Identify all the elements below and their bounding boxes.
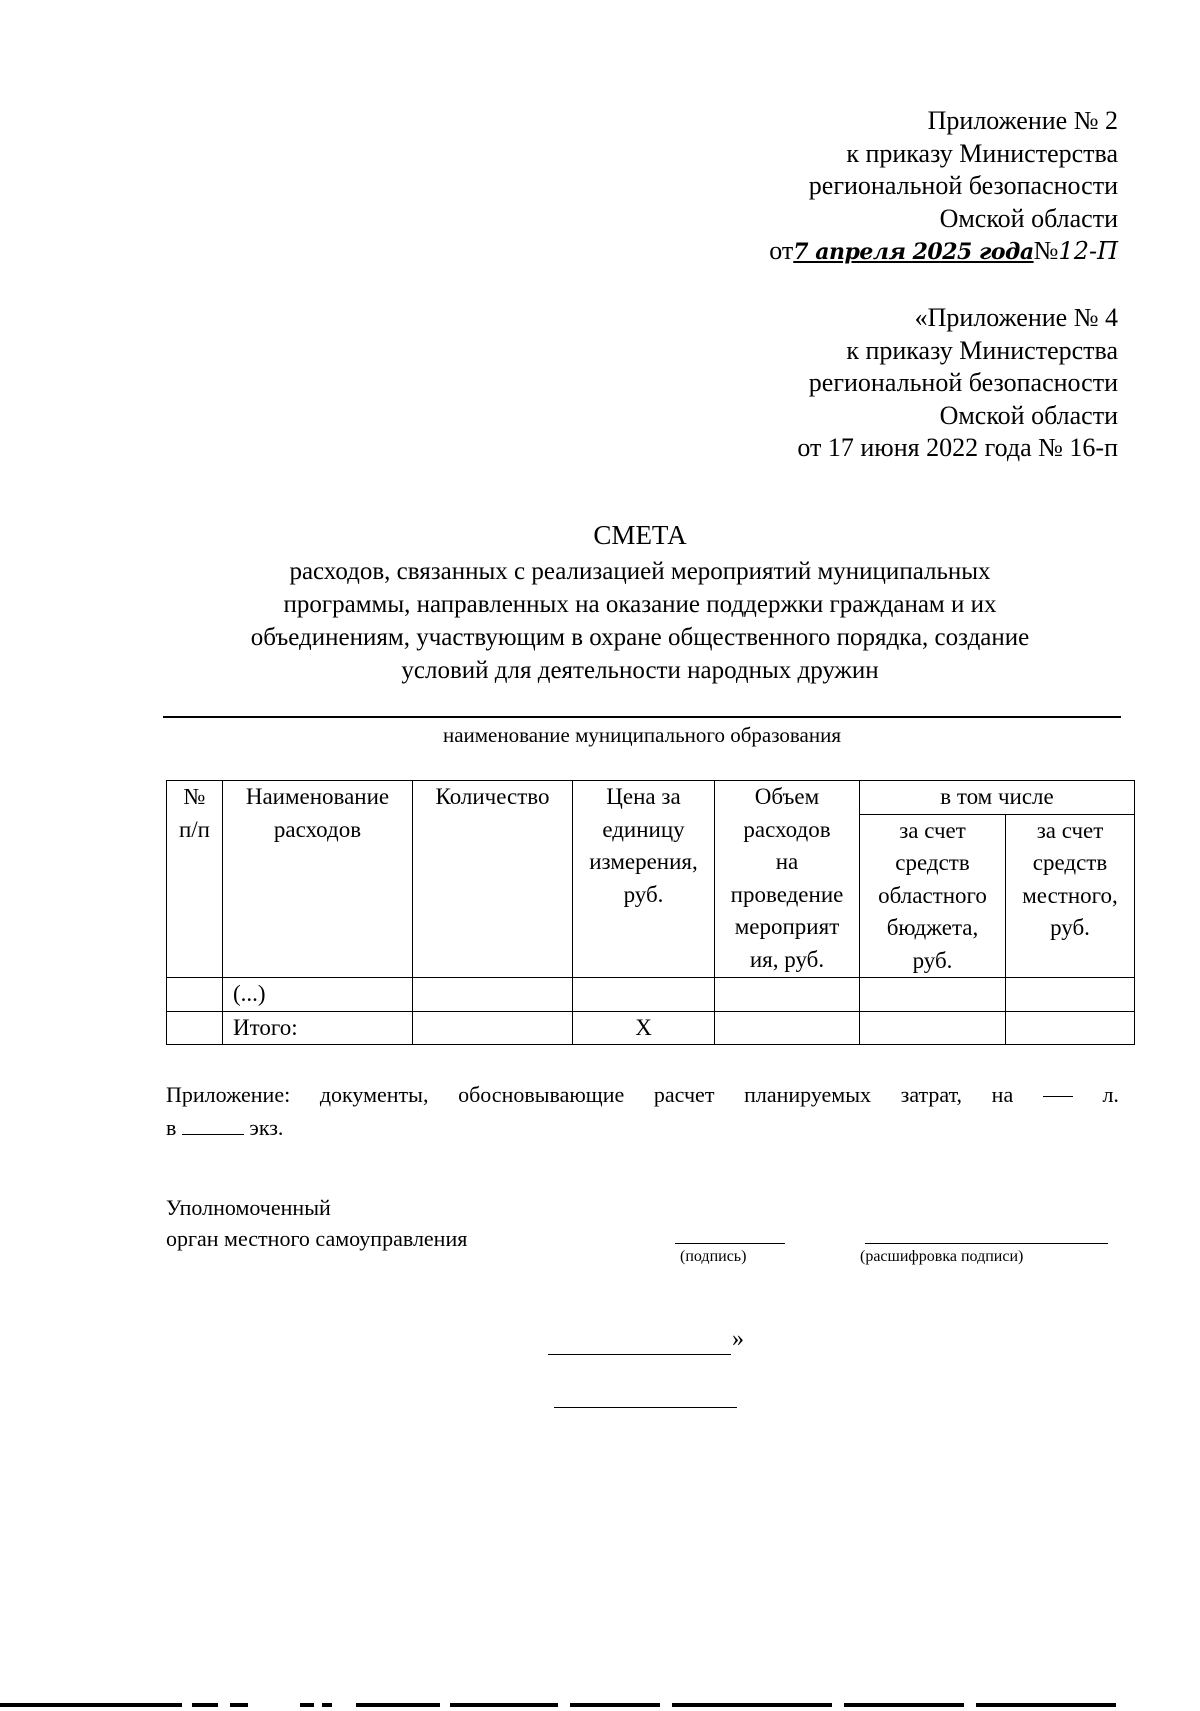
signature-line [675, 1243, 785, 1244]
authority-label: Уполномоченный орган местного самоуправления [166, 1195, 468, 1251]
signature-decode-caption: (расшифровка подписи) [860, 1248, 1024, 1265]
attachment-note-line2: в экз. [166, 1115, 284, 1140]
col-header-name: Наименование расходов [223, 781, 413, 978]
amended-appendix-header [797, 302, 1118, 465]
amended-region-line: Омской области [939, 400, 1118, 430]
appendix-order-line: к приказу Министерства [846, 138, 1118, 168]
date-prefix: от [769, 236, 794, 265]
row-total-price: X [573, 1011, 715, 1045]
closing-separator [554, 1407, 737, 1408]
attachment-note [166, 1078, 1119, 1144]
col-header-volume: Объем расходов на проведение мероприят ия, руб. [715, 781, 860, 978]
appendix-header [769, 105, 1118, 269]
pages-blank [1043, 1078, 1073, 1097]
subtitle-line: условий для деятельности народных дружин [401, 657, 879, 684]
number-sign: № [1033, 236, 1059, 265]
col-header-number: № п/п [167, 781, 223, 978]
copies-blank [182, 1116, 244, 1135]
handwritten-date: 7 апреля 2025 года [793, 239, 1034, 265]
scan-barcode-strip [0, 1703, 1200, 1708]
table-row [167, 978, 1135, 1012]
municipality-caption: наименование муниципального образования [442, 723, 842, 747]
row-ellipsis-label: (...) [223, 978, 413, 1012]
appendix-date-line [769, 235, 1118, 269]
handwritten-number: 12-П [1058, 237, 1118, 265]
document-subtitle [175, 555, 1105, 687]
amended-order-line: к приказу Министерства [846, 335, 1118, 365]
table-header-row [167, 781, 1135, 815]
col-header-regional-budget: за счет средств областного бюджета, руб. [860, 814, 1006, 978]
table-total-row [167, 1011, 1135, 1045]
appendix-region-line: Омской области [939, 203, 1118, 233]
col-header-quantity: Количество [413, 781, 573, 978]
closing-quote: » [732, 1326, 744, 1352]
amended-ministry-line: региональной безопасности [808, 368, 1118, 397]
col-header-price: Цена за единицу измерения, руб. [573, 781, 715, 978]
document-title: СМЕТА [593, 520, 687, 550]
appendix-title: Приложение № 2 [927, 106, 1118, 135]
municipality-blank-line [163, 716, 1121, 718]
amended-appendix-title: «Приложение № 4 [914, 303, 1118, 332]
subtitle-line: объединениям, участвующим в охране общественного порядка, создание [250, 624, 1030, 651]
col-header-including: в том числе [860, 781, 1135, 815]
appendix-ministry-line: региональной безопасности [808, 171, 1118, 200]
col-header-local-budget: за счет средств местного, руб. [1006, 814, 1135, 978]
amended-date-line: от 17 июня 2022 года № 16-п [797, 433, 1118, 462]
closing-line [548, 1354, 731, 1355]
attachment-note-line1: Приложение: документы, обосновывающие расчет планируемых затрат, на л. [166, 1078, 1119, 1111]
signature-caption: (подпись) [680, 1248, 747, 1265]
subtitle-line: программы, направленных на оказание поддержки гражданам и их [283, 591, 997, 618]
expense-table [166, 780, 1135, 1045]
row-total-label: Итого: [223, 1011, 413, 1045]
subtitle-line: расходов, связанных с реализацией мероприятий муниципальных [289, 558, 991, 585]
signature-decode-line [865, 1243, 1108, 1244]
